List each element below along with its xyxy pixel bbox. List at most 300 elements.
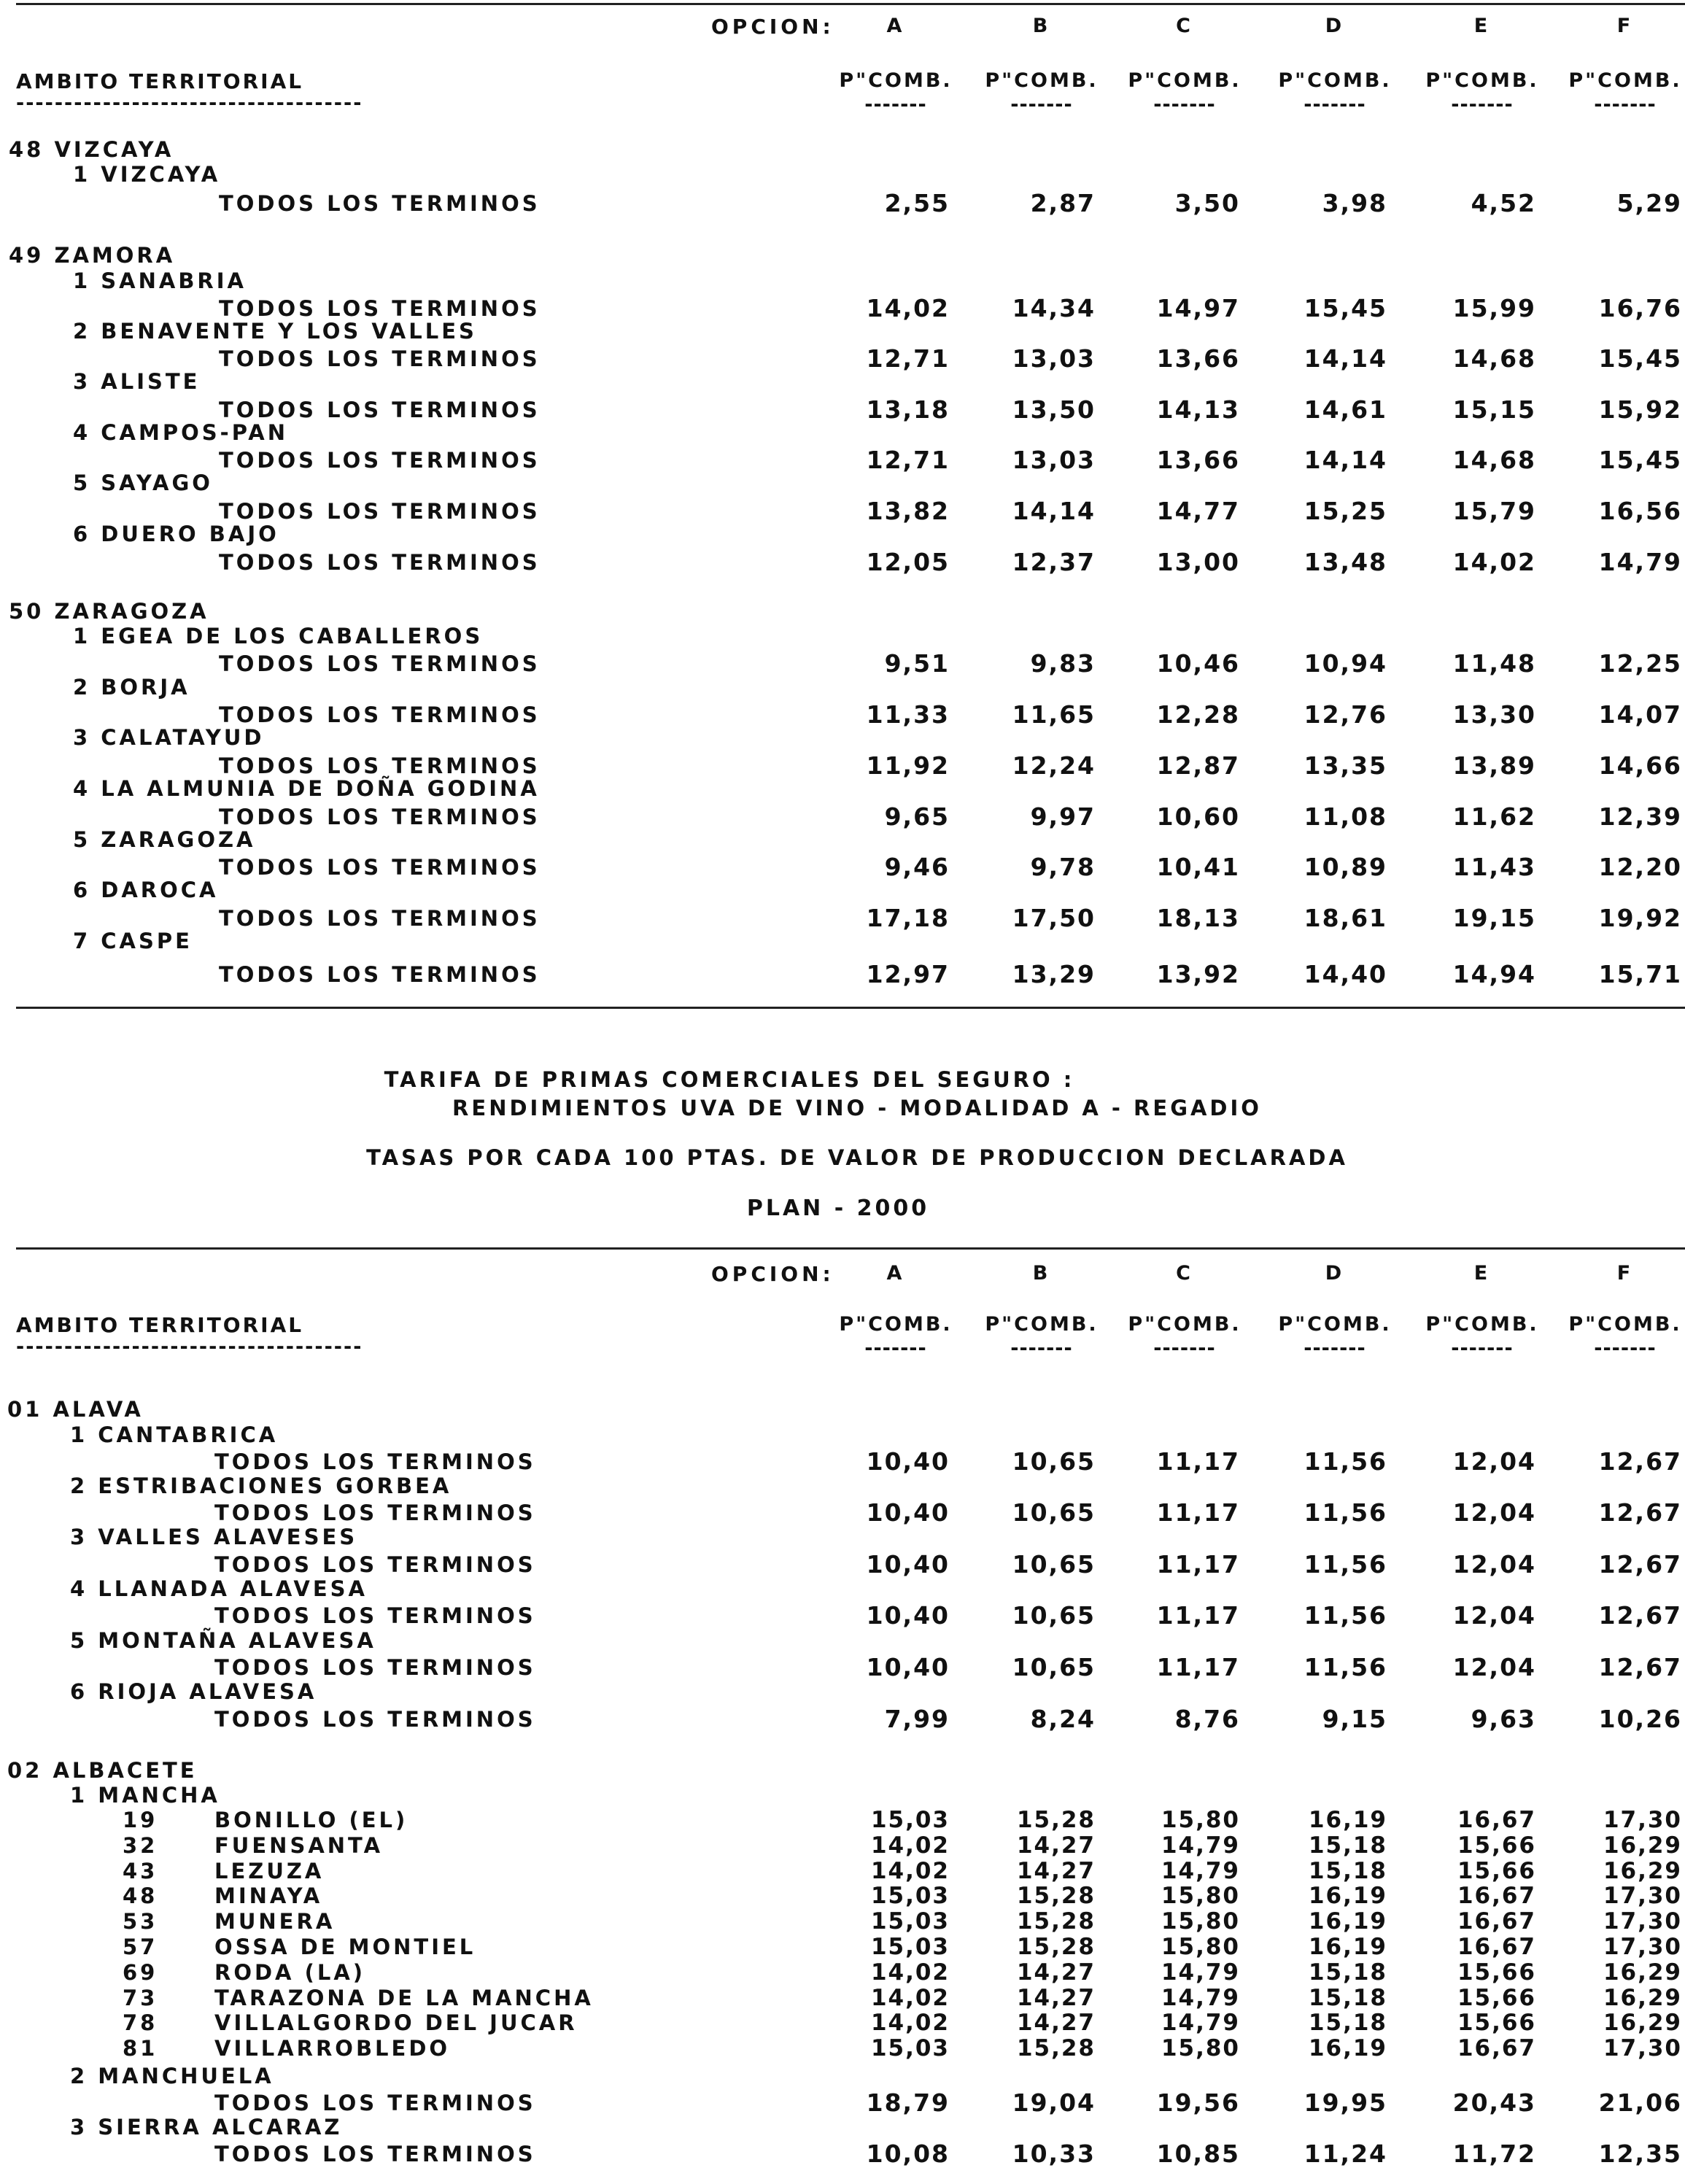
row-value-c: 10,85 [1156,2140,1240,2168]
row-value-c: 11,17 [1156,1447,1240,1476]
row-value-a: 12,97 [866,960,950,988]
row-value-b: 13,03 [1012,344,1096,373]
row-label: TODOS LOS TERMINOS [219,754,541,778]
row-value-a: 10,40 [866,1601,950,1630]
row-value-f: 16,76 [1598,294,1682,322]
sec2-option-c: C [1176,1262,1193,1285]
row-label: TODOS LOS TERMINOS [219,962,541,987]
province-heading: 01 ALAVA [7,1397,144,1422]
municipality-value-d: 15,18 [1308,1984,1387,2011]
municipality-code: 53 [123,1909,158,1935]
row-value-d: 9,15 [1322,1705,1387,1733]
comarca-heading: 5 MONTAÑA ALAVESA [70,1628,376,1653]
municipality-value-b: 14,27 [1016,1959,1096,1986]
municipality-value-d: 16,19 [1308,1807,1387,1833]
row-label: TODOS LOS TERMINOS [214,1500,536,1525]
municipality-value-f: 17,30 [1603,1807,1682,1833]
sec1-col-underline: ------- [864,93,927,116]
row-value-c: 12,28 [1156,700,1240,729]
sec2-col-label: P"COMB. [1568,1313,1682,1336]
municipality-value-e: 16,67 [1457,1934,1536,1960]
municipality-code: 32 [123,1832,158,1858]
municipality-value-a: 14,02 [870,1984,950,2011]
comarca-heading: 5 ZARAGOZA [73,827,256,852]
row-value-a: 12,71 [866,344,950,373]
row-value-b: 14,14 [1012,497,1096,525]
row-value-f: 15,92 [1598,395,1682,424]
row-value-b: 10,65 [1012,1601,1096,1630]
sec1-option-a: A [886,15,905,37]
row-label: TODOS LOS TERMINOS [219,346,541,371]
municipality-value-e: 15,66 [1457,1959,1536,1986]
row-label: TODOS LOS TERMINOS [214,2142,536,2166]
municipality-name: RODA (LA) [214,1959,366,1985]
row-value-e: 12,04 [1452,1601,1536,1630]
row-value-a: 11,92 [866,751,950,780]
row-value-c: 13,00 [1156,548,1240,576]
province-heading: 02 ALBACETE [7,1758,198,1783]
row-value-e: 12,04 [1452,1447,1536,1476]
row-value-b: 14,34 [1012,294,1096,322]
comarca-heading: 5 SAYAGO [73,471,213,495]
municipality-name: MUNERA [214,1909,336,1935]
row-label: TODOS LOS TERMINOS [214,1552,536,1577]
comarca-heading: 6 DAROCA [73,878,219,902]
municipality-value-c: 14,79 [1161,1959,1240,1986]
row-value-b: 9,97 [1030,802,1096,831]
row-value-d: 14,61 [1304,395,1387,424]
row-label: TODOS LOS TERMINOS [219,499,541,524]
sec1-option-e: E [1473,15,1491,37]
row-value-b: 10,65 [1012,1498,1096,1527]
municipality-value-f: 16,29 [1603,2010,1682,2037]
sec2-col-underline: ------- [864,1337,927,1360]
row-value-a: 9,51 [884,649,950,678]
sec1-col-label: P"COMB. [1278,69,1392,92]
municipality-value-c: 14,79 [1161,2010,1240,2037]
sec2-col-label: P"COMB. [1278,1313,1392,1336]
title-line-1: TARIFA DE PRIMAS COMERCIALES DEL SEGURO : [384,1067,1075,1092]
row-value-a: 10,40 [866,1498,950,1527]
row-value-c: 3,50 [1174,189,1240,217]
municipality-value-e: 16,67 [1457,1883,1536,1910]
municipality-code: 48 [123,1883,158,1909]
section2-top-rule [16,1247,1685,1250]
row-value-a: 10,40 [866,1550,950,1579]
sec1-ambito-underline: ------------------------------------ [16,92,363,115]
municipality-name: VILLALGORDO DEL JUCAR [214,2010,578,2036]
top-rule [16,3,1685,5]
row-value-d: 19,95 [1304,2088,1387,2117]
row-value-d: 13,35 [1304,751,1387,780]
row-value-d: 15,45 [1304,294,1387,322]
municipality-code: 19 [123,1808,158,1832]
municipality-value-b: 15,28 [1016,1908,1096,1935]
row-value-a: 2,55 [884,189,950,217]
row-value-f: 12,25 [1598,649,1682,678]
row-value-f: 12,39 [1598,802,1682,831]
row-value-e: 14,94 [1452,960,1536,988]
row-value-e: 12,04 [1452,1653,1536,1681]
comarca-heading: 2 BENAVENTE Y LOS VALLES [73,319,477,344]
row-value-f: 12,67 [1598,1601,1682,1630]
municipality-value-f: 17,30 [1603,1883,1682,1910]
row-value-a: 9,46 [884,853,950,881]
municipality-code: 69 [123,1959,158,1985]
sec1-ambito-label: AMBITO TERRITORIAL [16,69,304,93]
municipality-value-f: 16,29 [1603,1984,1682,2011]
municipality-value-b: 15,28 [1016,2035,1096,2062]
row-value-c: 13,66 [1156,344,1240,373]
row-value-b: 13,29 [1012,960,1096,988]
comarca-heading: 1 EGEA DE LOS CABALLEROS [73,624,484,648]
row-value-b: 13,50 [1012,395,1096,424]
row-value-c: 13,66 [1156,446,1240,474]
municipality-name: BONILLO (EL) [214,1808,408,1832]
sec1-col-underline: ------- [1010,93,1073,116]
sec2-option-e: E [1473,1262,1491,1285]
row-value-a: 10,40 [866,1447,950,1476]
row-value-b: 10,65 [1012,1447,1096,1476]
municipality-value-a: 15,03 [870,1883,950,1910]
row-value-e: 4,52 [1471,189,1536,217]
row-value-a: 14,02 [866,294,950,322]
row-value-b: 11,65 [1012,700,1096,729]
row-value-e: 12,04 [1452,1498,1536,1527]
row-value-e: 20,43 [1452,2088,1536,2117]
row-value-b: 13,03 [1012,446,1096,474]
row-value-d: 11,56 [1304,1601,1387,1630]
row-value-a: 9,65 [884,802,950,831]
municipality-value-d: 16,19 [1308,1883,1387,1910]
municipality-code: 78 [123,2010,158,2036]
municipality-value-e: 15,66 [1457,2010,1536,2037]
sec1-col-label: P"COMB. [985,69,1099,92]
sec1-col-label: P"COMB. [1425,69,1539,92]
comarca-heading: 3 CALATAYUD [73,725,265,750]
municipality-value-a: 14,02 [870,1857,950,1884]
sec2-col-underline: ------- [1451,1337,1514,1360]
row-label: TODOS LOS TERMINOS [219,651,541,676]
row-value-d: 14,40 [1304,960,1387,988]
row-value-c: 19,56 [1156,2088,1240,2117]
row-value-c: 11,17 [1156,1498,1240,1527]
row-value-e: 11,48 [1452,649,1536,678]
row-value-c: 10,46 [1156,649,1240,678]
sec2-ambito-label: AMBITO TERRITORIAL [16,1313,304,1337]
municipality-value-d: 15,18 [1308,2010,1387,2037]
municipality-code: 57 [123,1935,158,1959]
municipality-value-d: 15,18 [1308,1832,1387,1859]
sec1-option-d: D [1325,15,1345,37]
row-label: TODOS LOS TERMINOS [219,702,541,727]
row-value-f: 14,79 [1598,548,1682,576]
municipality-value-a: 15,03 [870,1908,950,1935]
municipality-value-c: 14,79 [1161,1857,1240,1884]
sec1-opcion-label: OPCION: [711,15,834,39]
row-value-d: 15,25 [1304,497,1387,525]
row-value-e: 11,72 [1452,2140,1536,2168]
municipality-value-a: 14,02 [870,2010,950,2037]
row-value-a: 11,33 [866,700,950,729]
row-value-d: 14,14 [1304,446,1387,474]
row-value-b: 12,24 [1012,751,1096,780]
row-label: TODOS LOS TERMINOS [219,448,541,473]
comarca-heading: 1 MANCHA [70,1783,220,1808]
row-value-a: 17,18 [866,904,950,932]
row-value-f: 12,67 [1598,1550,1682,1579]
row-value-c: 14,13 [1156,395,1240,424]
row-value-b: 17,50 [1012,904,1096,932]
municipality-value-e: 15,66 [1457,1857,1536,1884]
municipality-value-f: 16,29 [1603,1857,1682,1884]
row-value-e: 13,30 [1452,700,1536,729]
sec2-option-a: A [886,1262,905,1285]
row-value-c: 13,92 [1156,960,1240,988]
row-value-f: 14,66 [1598,751,1682,780]
sec2-option-b: B [1032,1262,1051,1285]
province-heading: 49 ZAMORA [9,243,176,268]
sec2-col-label: P"COMB. [985,1313,1099,1336]
municipality-value-c: 15,80 [1161,1934,1240,1960]
row-value-a: 12,05 [866,548,950,576]
municipality-code: 73 [123,1985,158,2010]
row-value-e: 19,15 [1452,904,1536,932]
row-value-a: 10,08 [866,2140,950,2168]
municipality-name: FUENSANTA [214,1832,384,1858]
row-value-c: 14,97 [1156,294,1240,322]
sec2-col-underline: ------- [1304,1337,1366,1360]
row-value-f: 15,45 [1598,344,1682,373]
municipality-value-d: 15,18 [1308,1959,1387,1986]
row-value-b: 19,04 [1012,2088,1096,2117]
sec1-col-underline: ------- [1451,93,1514,116]
section1-bottom-rule [16,1007,1685,1009]
comarca-heading: 3 VALLES ALAVESES [70,1525,358,1549]
row-label: TODOS LOS TERMINOS [219,906,541,931]
row-value-f: 10,26 [1598,1705,1682,1733]
municipality-value-a: 15,03 [870,1934,950,1960]
row-value-d: 11,56 [1304,1550,1387,1579]
municipality-value-b: 15,28 [1016,1807,1096,1833]
row-value-c: 10,60 [1156,802,1240,831]
row-value-d: 13,48 [1304,548,1387,576]
row-value-f: 15,45 [1598,446,1682,474]
municipality-value-a: 14,02 [870,1959,950,1986]
municipality-value-c: 15,80 [1161,1908,1240,1935]
sec1-col-label: P"COMB. [1128,69,1242,92]
row-value-f: 21,06 [1598,2088,1682,2117]
sec1-col-underline: ------- [1153,93,1216,116]
row-label: TODOS LOS TERMINOS [214,2091,536,2115]
municipality-value-b: 14,27 [1016,1984,1096,2011]
row-value-b: 9,78 [1030,853,1096,881]
row-value-e: 15,15 [1452,395,1536,424]
row-label: TODOS LOS TERMINOS [219,398,541,422]
row-value-c: 11,17 [1156,1550,1240,1579]
sec2-option-f: F [1616,1262,1634,1285]
row-value-b: 8,24 [1030,1705,1096,1733]
province-heading: 50 ZARAGOZA [9,599,209,624]
row-value-d: 18,61 [1304,904,1387,932]
municipality-value-d: 16,19 [1308,2035,1387,2062]
row-label: TODOS LOS TERMINOS [219,550,541,575]
municipality-code: 43 [123,1858,158,1883]
row-value-e: 14,68 [1452,344,1536,373]
sec1-col-underline: ------- [1594,93,1657,116]
sec2-col-underline: ------- [1594,1337,1657,1360]
sec1-col-underline: ------- [1304,93,1366,116]
row-value-d: 11,56 [1304,1498,1387,1527]
municipality-name: MINAYA [214,1883,323,1909]
row-value-f: 15,71 [1598,960,1682,988]
comarca-heading: 4 CAMPOS-PAN [73,420,288,445]
municipality-value-f: 17,30 [1603,2035,1682,2062]
comarca-heading: 2 MANCHUELA [70,2064,274,2088]
municipality-value-b: 15,28 [1016,1934,1096,1960]
row-value-f: 5,29 [1616,189,1682,217]
municipality-value-c: 14,79 [1161,1832,1240,1859]
row-label: TODOS LOS TERMINOS [219,855,541,880]
row-value-d: 11,56 [1304,1653,1387,1681]
row-value-a: 12,71 [866,446,950,474]
row-value-d: 3,98 [1322,189,1387,217]
row-value-e: 14,02 [1452,548,1536,576]
comarca-heading: 1 CANTABRICA [70,1422,279,1447]
row-value-f: 19,92 [1598,904,1682,932]
comarca-heading: 3 ALISTE [73,369,201,394]
row-value-c: 18,13 [1156,904,1240,932]
province-heading: 48 VIZCAYA [9,137,174,162]
row-label: TODOS LOS TERMINOS [219,296,541,321]
row-value-f: 12,35 [1598,2140,1682,2168]
comarca-heading: 4 LLANADA ALAVESA [70,1576,368,1601]
municipality-value-b: 14,27 [1016,2010,1096,2037]
row-value-a: 13,82 [866,497,950,525]
row-value-e: 14,68 [1452,446,1536,474]
sec2-col-label: P"COMB. [1425,1313,1539,1336]
sec2-ambito-underline: ------------------------------------ [16,1336,363,1358]
municipality-code: 81 [123,2036,158,2061]
row-label: TODOS LOS TERMINOS [214,1655,536,1680]
row-value-b: 12,37 [1012,548,1096,576]
sec2-col-label: P"COMB. [839,1313,953,1336]
municipality-value-e: 16,67 [1457,2035,1536,2062]
municipality-value-d: 16,19 [1308,1908,1387,1935]
row-value-f: 12,67 [1598,1498,1682,1527]
comarca-heading: 3 SIERRA ALCARAZ [70,2115,343,2140]
row-value-d: 11,56 [1304,1447,1387,1476]
row-value-b: 10,33 [1012,2140,1096,2168]
sec1-col-label: P"COMB. [1568,69,1682,92]
sec1-col-label: P"COMB. [839,69,953,92]
row-value-c: 10,41 [1156,853,1240,881]
municipality-value-f: 17,30 [1603,1908,1682,1935]
municipality-name: TARAZONA DE LA MANCHA [214,1985,594,2010]
sec2-option-d: D [1325,1262,1345,1285]
comarca-heading: 1 VIZCAYA [73,162,221,187]
comarca-heading: 6 DUERO BAJO [73,522,279,546]
municipality-name: LEZUZA [214,1858,325,1883]
row-value-d: 14,14 [1304,344,1387,373]
row-value-f: 12,20 [1598,853,1682,881]
row-value-e: 11,62 [1452,802,1536,831]
row-label: TODOS LOS TERMINOS [219,805,541,829]
row-value-c: 11,17 [1156,1653,1240,1681]
row-value-e: 15,99 [1452,294,1536,322]
sec2-col-underline: ------- [1010,1337,1073,1360]
municipality-value-a: 15,03 [870,2035,950,2062]
row-value-f: 12,67 [1598,1653,1682,1681]
comarca-heading: 4 LA ALMUNIA DE DOÑA GODINA [73,776,540,801]
municipality-value-c: 15,80 [1161,1883,1240,1910]
municipality-value-a: 14,02 [870,1832,950,1859]
municipality-value-e: 15,66 [1457,1984,1536,2011]
municipality-value-d: 16,19 [1308,1934,1387,1960]
comarca-heading: 6 RIOJA ALAVESA [70,1679,317,1704]
title-line-4: PLAN - 2000 [746,1196,930,1221]
row-value-a: 18,79 [866,2088,950,2117]
row-value-e: 15,79 [1452,497,1536,525]
municipality-value-f: 16,29 [1603,1832,1682,1859]
sec2-col-label: P"COMB. [1128,1313,1242,1336]
comarca-heading: 7 CASPE [73,929,193,953]
row-value-c: 8,76 [1174,1705,1240,1733]
municipality-value-e: 16,67 [1457,1807,1536,1833]
municipality-value-d: 15,18 [1308,1857,1387,1884]
row-value-f: 12,67 [1598,1447,1682,1476]
municipality-value-c: 14,79 [1161,1984,1240,2011]
municipality-name: VILLARROBLEDO [214,2036,451,2061]
municipality-value-e: 16,67 [1457,1908,1536,1935]
sec1-option-f: F [1616,15,1634,37]
row-value-d: 10,89 [1304,853,1387,881]
title-line-3: TASAS POR CADA 100 PTAS. DE VALOR DE PRODUCCION DECLARADA [366,1145,1348,1170]
sec2-col-underline: ------- [1153,1337,1216,1360]
row-value-d: 11,24 [1304,2140,1387,2168]
row-value-a: 10,40 [866,1653,950,1681]
municipality-value-b: 14,27 [1016,1832,1096,1859]
row-value-e: 9,63 [1471,1705,1536,1733]
municipality-value-b: 14,27 [1016,1857,1096,1884]
row-label: TODOS LOS TERMINOS [214,1449,536,1474]
comarca-heading: 2 BORJA [73,675,190,700]
row-value-c: 14,77 [1156,497,1240,525]
row-value-b: 9,83 [1030,649,1096,678]
sec1-option-c: C [1176,15,1193,37]
municipality-name: OSSA DE MONTIEL [214,1935,476,1959]
comarca-heading: 1 SANABRIA [73,268,247,293]
municipality-value-b: 15,28 [1016,1883,1096,1910]
title-line-2: RENDIMIENTOS UVA DE VINO - MODALIDAD A - REGADIO [452,1096,1262,1120]
row-value-f: 14,07 [1598,700,1682,729]
row-value-e: 11,43 [1452,853,1536,881]
municipality-value-a: 15,03 [870,1807,950,1833]
municipality-value-f: 17,30 [1603,1934,1682,1960]
comarca-heading: 2 ESTRIBACIONES GORBEA [70,1474,452,1498]
row-value-b: 10,65 [1012,1653,1096,1681]
row-value-d: 12,76 [1304,700,1387,729]
sec2-opcion-label: OPCION: [711,1262,834,1286]
row-value-a: 13,18 [866,395,950,424]
row-label: TODOS LOS TERMINOS [214,1603,536,1628]
row-value-f: 16,56 [1598,497,1682,525]
row-label: TODOS LOS TERMINOS [219,191,541,216]
row-value-b: 2,87 [1030,189,1096,217]
row-value-c: 12,87 [1156,751,1240,780]
row-value-a: 7,99 [884,1705,950,1733]
municipality-value-e: 15,66 [1457,1832,1536,1859]
